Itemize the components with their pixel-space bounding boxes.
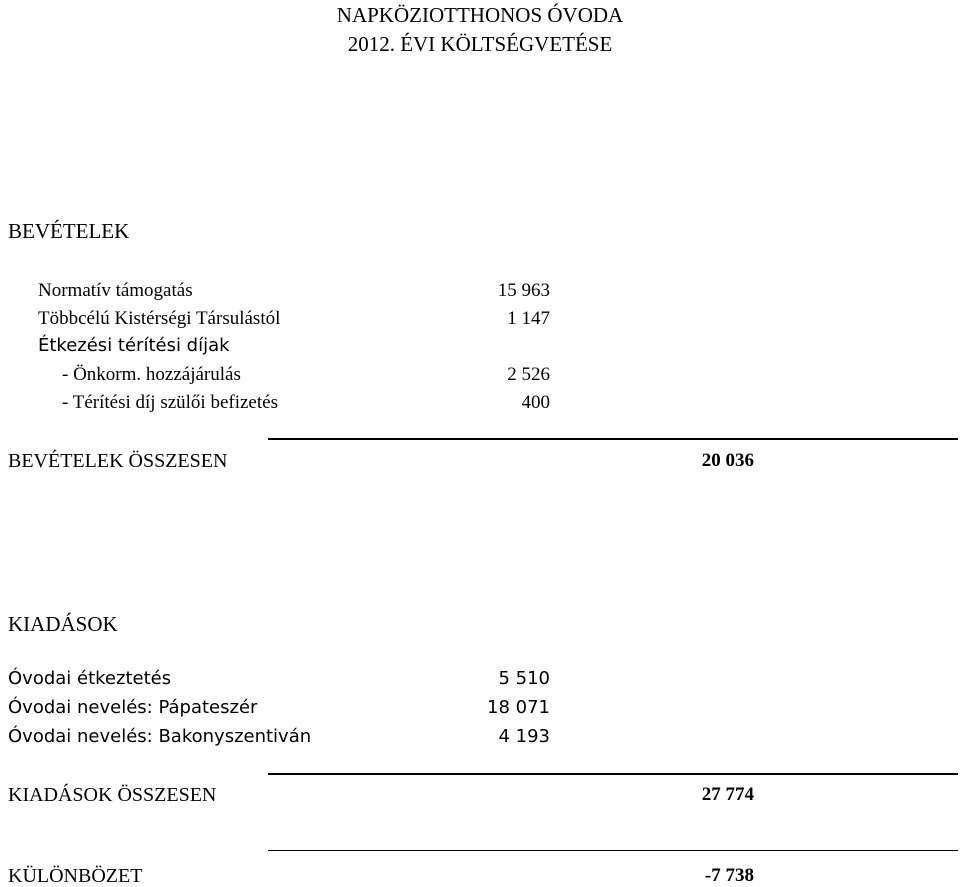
expense-item-value: 18 071 bbox=[487, 697, 550, 718]
expense-item-value: 4 193 bbox=[498, 726, 550, 747]
document-title-line-1: NAPKÖZIOTTHONOS ÓVODA bbox=[336, 3, 624, 27]
income-item-label: Étkezési térítési díjak bbox=[38, 335, 230, 356]
expense-item-value: 5 510 bbox=[498, 668, 550, 689]
income-item-label: - Térítési díj szülői befizetés bbox=[62, 392, 278, 413]
income-item-value: 1 147 bbox=[507, 308, 550, 329]
expense-item-label: Óvodai nevelés: Pápateszér bbox=[8, 697, 258, 718]
difference-rule bbox=[268, 850, 958, 851]
income-heading: BEVÉTELEK bbox=[8, 219, 130, 243]
income-total-rule bbox=[268, 438, 958, 440]
income-item-value: 2 526 bbox=[507, 364, 550, 385]
expense-item-label: Óvodai étkeztetés bbox=[8, 668, 172, 689]
difference-value: -7 738 bbox=[704, 865, 754, 886]
income-total-value: 20 036 bbox=[701, 450, 754, 471]
expenses-total-rule bbox=[268, 773, 958, 775]
income-item-value: 400 bbox=[521, 392, 550, 413]
expenses-heading: KIADÁSOK bbox=[8, 612, 118, 636]
expenses-total-value: 27 774 bbox=[701, 784, 754, 805]
document-title-line-2: 2012. ÉVI KÖLTSÉGVETÉSE bbox=[347, 32, 613, 56]
income-item-value: 15 963 bbox=[497, 280, 550, 301]
difference-label: KÜLÖNBÖZET bbox=[8, 865, 143, 887]
expense-item-label: Óvodai nevelés: Bakonyszentiván bbox=[8, 726, 312, 747]
expenses-total-label: KIADÁSOK ÖSSZESEN bbox=[8, 784, 217, 806]
income-total-label: BEVÉTELEK ÖSSZESEN bbox=[8, 450, 228, 472]
income-item-label: - Önkorm. hozzájárulás bbox=[62, 364, 241, 385]
income-item-label: Többcélú Kistérségi Társulástól bbox=[38, 308, 281, 329]
income-item-label: Normatív támogatás bbox=[38, 280, 193, 301]
